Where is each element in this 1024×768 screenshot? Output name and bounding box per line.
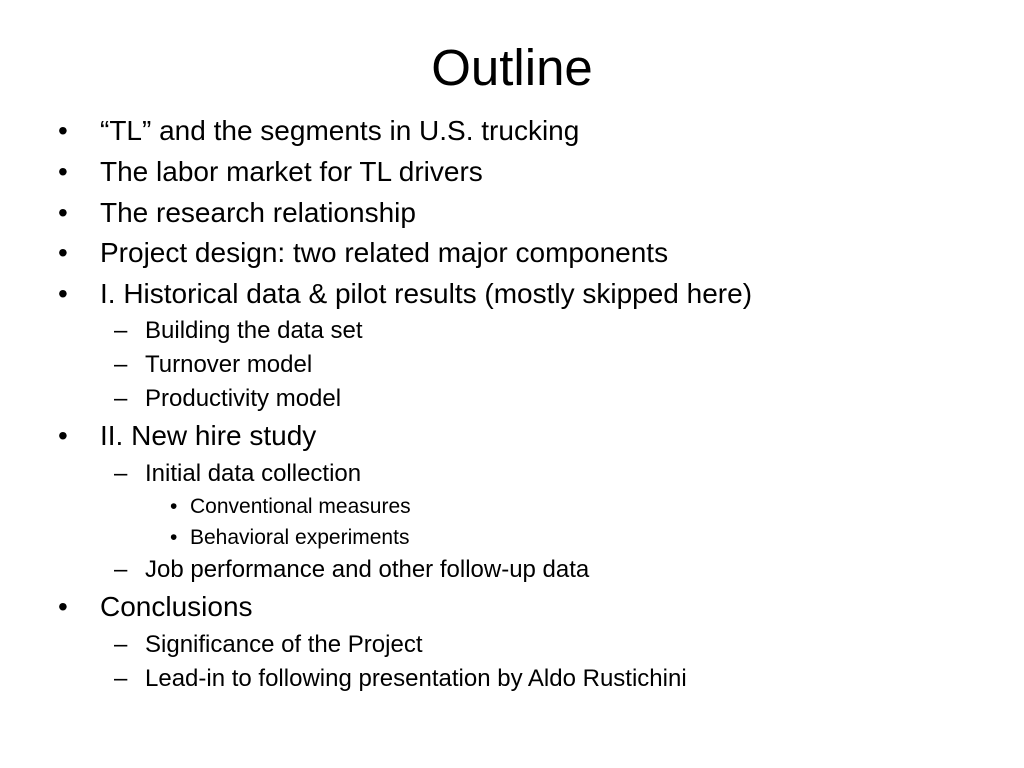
bullet-marker: •	[58, 420, 68, 451]
dash-marker: –	[114, 460, 128, 487]
outline-item-text: I. Historical data & pilot results (mostly skipped here)	[100, 278, 753, 309]
bullet-marker: •	[58, 197, 68, 228]
dash-marker: –	[114, 556, 128, 583]
outline-item-text: The research relationship	[100, 197, 416, 228]
dash-marker: –	[114, 317, 128, 344]
dash-marker: –	[114, 385, 128, 412]
outline-subitem-text: Building the data set	[145, 317, 363, 344]
outline-subsubitem-text: Conventional measures	[190, 495, 411, 518]
bullet-marker: •	[58, 278, 68, 309]
outline-subitem-text: Job performance and other follow-up data	[145, 556, 590, 583]
outline-item-text: II. New hire study	[100, 420, 317, 451]
dash-marker: –	[114, 631, 128, 658]
bullet-marker: •	[58, 156, 68, 187]
outline-subitem-text: Initial data collection	[145, 460, 362, 487]
outline-item-text: “TL” and the segments in U.S. trucking	[100, 115, 580, 146]
outline-subitem-text: Turnover model	[145, 351, 313, 378]
bullet-marker: •	[58, 115, 68, 146]
dash-marker: –	[114, 665, 128, 692]
slide-title: Outline	[431, 39, 593, 96]
outline-subitem-text: Productivity model	[145, 385, 342, 412]
outline-subitem-text: Lead-in to following presentation by Aldo Rustichini	[145, 665, 687, 692]
outline-item-text: The labor market for TL drivers	[100, 156, 483, 187]
bullet-marker: •	[58, 591, 68, 622]
bullet-marker: •	[170, 526, 178, 549]
outline-item-text: Project design: two related major components	[100, 237, 669, 268]
bullet-marker: •	[58, 237, 68, 268]
dash-marker: –	[114, 351, 128, 378]
outline-item-text: Conclusions	[100, 591, 253, 622]
bullet-marker: •	[170, 495, 178, 518]
outline-subsubitem-text: Behavioral experiments	[190, 526, 410, 549]
outline-subitem-text: Significance of the Project	[145, 631, 423, 658]
